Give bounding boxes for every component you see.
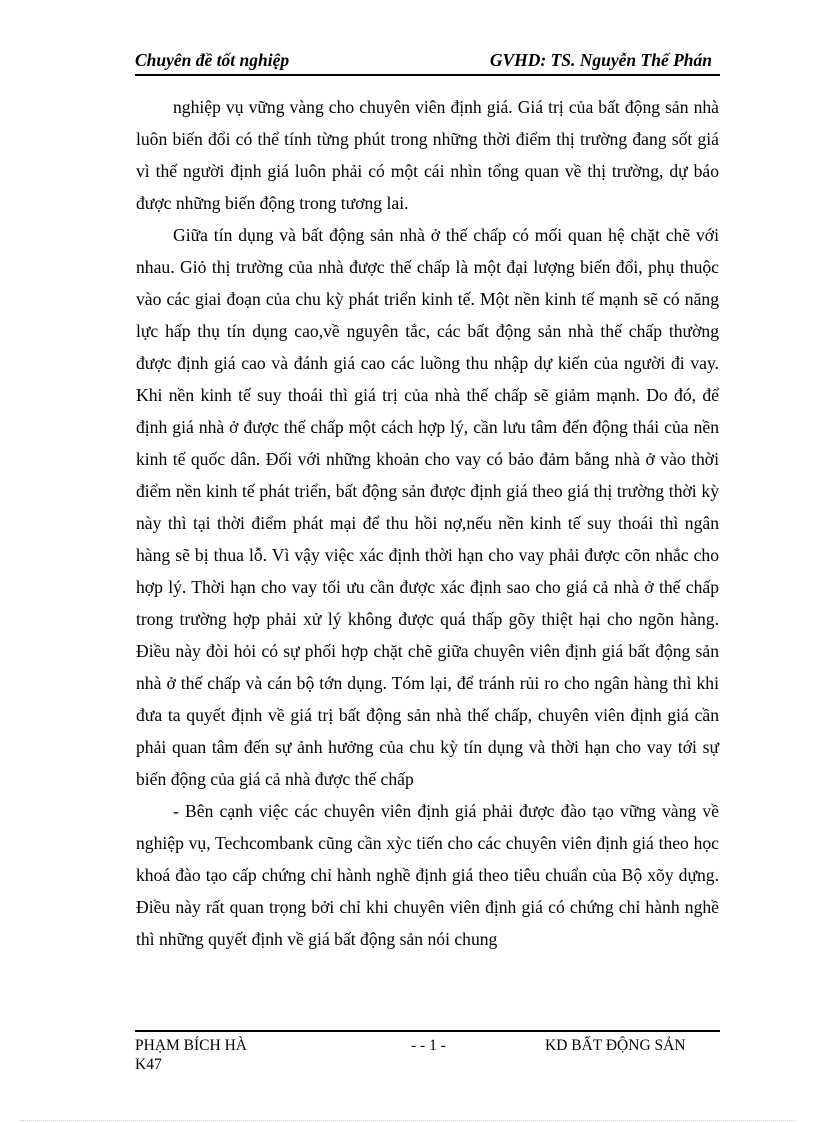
footer-class: K47 [135, 1056, 162, 1073]
header-document-title: Chuyên đề tốt nghiệp [135, 50, 290, 70]
footer-department: KD BẤT ĐỘNG SẢN [545, 1037, 686, 1054]
paragraph-3: - Bên cạnh việc các chuyên viên định giá phải được đào tạo vững vàng về nghiệp vụ, Techcombank cũng cần xỳc tiến cho các chuyên viên định giá theo học khoá đào tạo cấp chứng chỉ hành nghề định giá theo tiêu chuẩn của Bộ xõy dựng. Điều này rất quan trọng bởi chỉ khi chuyên viên định giá có chứng chỉ hành nghề thì những quyết định về giá bất động sản nói chung [136, 801, 719, 949]
page-header [135, 48, 720, 76]
page-bottom-dotted-border [20, 1120, 796, 1121]
footer-author: PHẠM BÍCH HÀ [135, 1037, 247, 1054]
document-body [136, 91, 719, 955]
header-supervisor: GVHD: TS. Nguyễn Thế Phán [489, 50, 712, 70]
paragraph-2: Giữa tín dụng và bất động sản nhà ở thế chấp có mối quan hệ chặt chẽ với nhau. Giỏ thị trường của nhà được thế chấp là một đại lượng biến đổi, phụ thuộc vào các giai đoạn của chu kỳ phát triển kinh tế. Một nền kinh tế mạnh sẽ có năng lực hấp thụ tín dụng cao,về nguyên tắc, các bất động sản nhà thế chấp thường được định giá cao và đánh giá cao các luồng thu nhập dự kiến của người đi vay. Khi nền kinh tế suy thoái thì giá trị của nhà thế chấp sẽ giảm mạnh. Do đó, để định giá nhà ở được thế chấp một cách hợp lý, cần lưu tâm đến động thái của nền kinh tế quốc dân. Đối với những khoản cho vay có bảo đảm bằng nhà ở vào thời điểm nền kinh tế phát triển, bất động sản được định giá theo giá thị trường thời kỳ này thì tại thời điểm phát mại để thu hồi nợ,nếu nền kinh tế suy thoái thì ngân hàng sẽ bị thua lỗ. Vì vậy việc xác định thời hạn cho vay phải được cõn nhắc cho hợp lý. Thời hạn cho vay tối ưu cần được xác định sao cho giá cả nhà ở thế chấp trong trường hợp phải xử lý không được quá thấp gõy thiệt hại cho ngõn hàng. Điều này đòi hỏi có sự phối hợp chặt chẽ giữa chuyên viên định giá bất động sản nhà ở thế chấp và cán bộ tớn dụng. Tóm lại, để tránh rủi ro cho ngân hàng thì khi đưa ta quyết định về giá trị bất động sản nhà thế chấp, chuyên viên định giá cần phải quan tâm đến sự ảnh hưởng của chu kỳ tín dụng và thời hạn cho vay tới sự biến động của giá cả nhà được thế chấp [136, 225, 719, 789]
paragraph-1: nghiệp vụ vững vàng cho chuyên viên định giá. Giá trị của bất động sản nhà luôn biến đổi có thể tính từng phút trong những thời điểm thị trường đang sốt giá vì thế người định giá luôn phải có một cái nhìn tổng quan về thị trường, dự báo được những biến động trong tương lai. [136, 97, 719, 213]
footer-divider [135, 1030, 720, 1032]
footer-page-number: - - 1 - [411, 1037, 446, 1054]
